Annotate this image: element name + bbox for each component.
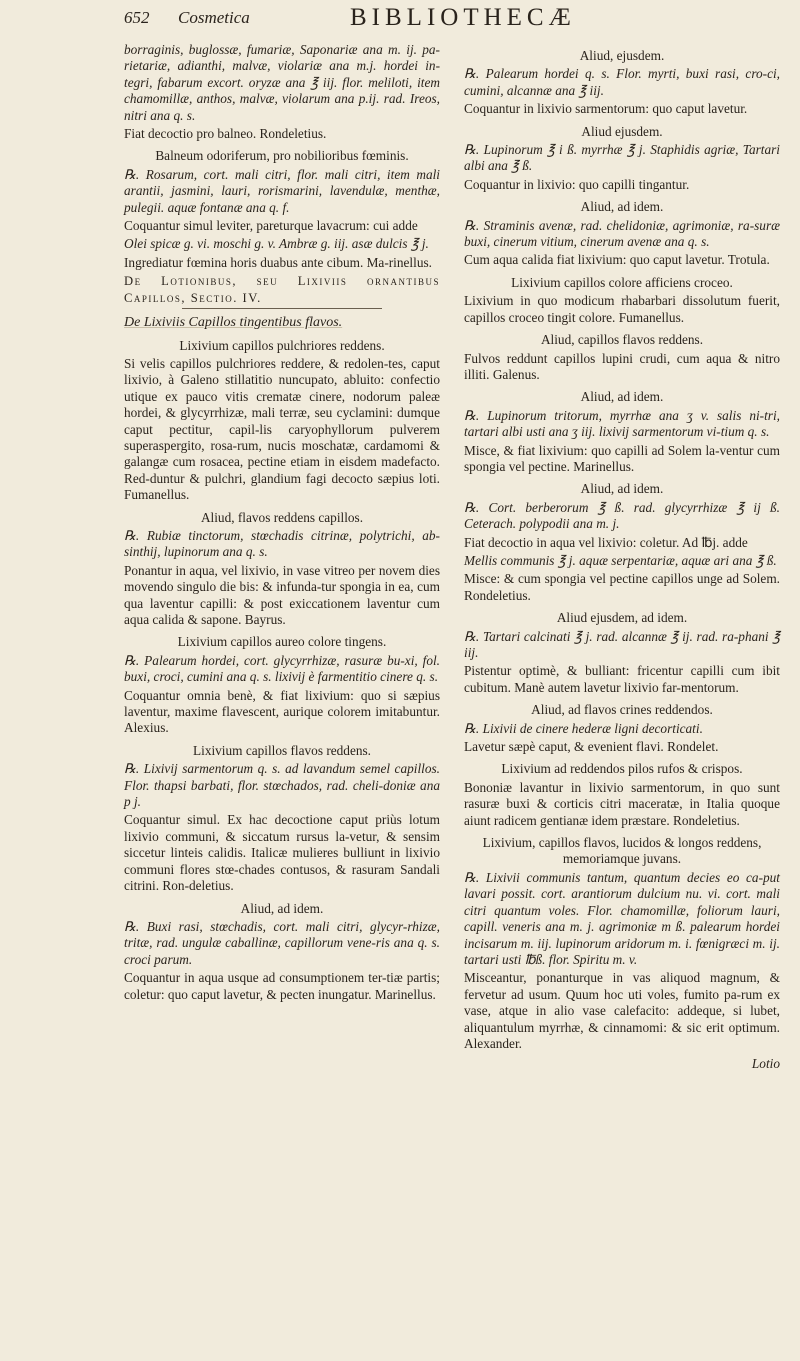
body-paragraph: Coquantur in lixivio sarmentorum: quo caput lavetur. bbox=[464, 101, 748, 117]
recipe-heading: Balneum odoriferum, pro nobilioribus fœminis. bbox=[155, 148, 409, 164]
running-title-right: BIBLIOTHECÆ bbox=[350, 4, 576, 31]
recipe-ingredients: ℞. Palearum hordei q. s. Flor. myrti, buxi rasi, cro-ci, cumini, alcannæ ana ℥ iij. bbox=[464, 66, 780, 98]
body-paragraph: Si velis capillos pulchriores reddere, & redolen-tes, caput lixivio, à Galeno stillatitio nuncupato, abluito: confectio utique ex pauco vitis crematæ cinere, nodorum paleæ hordei, & glycyrrhizæ, mali terræ, seu cyclamini: dumque caput pectitur, capil-lis caryophyllorum pulverem superaspergito, rosa-rum, nucis moschatæ, cardamomi & galangæ cum rosacea, pectine etiam in eisdem madefacto. Red-duntur & pulchri, glandium fagi decocto sæpius loti. Fumanellus. bbox=[124, 355, 440, 503]
recipe-heading: Lixivium capillos colore afficiens croceo. bbox=[511, 274, 733, 290]
recipe-heading: Aliud, ad idem. bbox=[580, 199, 664, 215]
running-header bbox=[124, 6, 780, 42]
recipe-heading: Lixivium, capillos flavos, lucidos & longos reddens, memoriamque juvans. bbox=[482, 835, 762, 867]
chapter-title: De Lixiviis Capillos tingentibus flavos. bbox=[124, 315, 343, 331]
body-paragraph: Coquantur in aqua usque ad consumptionem ter-tiæ partis; coletur: quo caput lavetur, & pecten inungatur. Marinellus. bbox=[124, 970, 440, 1002]
recipe-ingredients: Mellis communis ℥ j. aquæ serpentariæ, aquæ ari ana ℥ ß. bbox=[464, 552, 777, 568]
divider-rule bbox=[182, 308, 382, 309]
section-title: De Lotionibus, seu Lixiviis ornantibus Capillos, Sectio. IV. bbox=[124, 274, 440, 305]
recipe-heading: Lixivium capillos flavos reddens. bbox=[193, 742, 371, 758]
catchword: Lotio bbox=[751, 1056, 780, 1072]
recipe-heading: Aliud ejusdem. bbox=[581, 123, 663, 139]
recipe-heading: Lixivium capillos aureo colore tingens. bbox=[177, 634, 387, 650]
body-paragraph: Fulvos reddunt capillos lupini crudi, cum aqua & nitro illiti. Galenus. bbox=[464, 350, 780, 382]
recipe-heading: Aliud, capillos flavos reddens. bbox=[540, 332, 704, 348]
recipe-ingredients: ℞. Straminis avenæ, rad. chelidoniæ, agrimoniæ, ra-suræ buxi, cinerum vitium, cinerum avenæ ana q. s. bbox=[464, 217, 780, 250]
recipe-heading: Aliud, flavos reddens capillos. bbox=[200, 509, 364, 525]
body-paragraph: Cum aqua calida fiat lixivium: quo caput lavetur. Trotula. bbox=[464, 252, 770, 268]
body-paragraph: Coquantur simul. Ex hac decoctione caput priùs lotum lixivio communi, & siccatum rursus la-vetur, & sensim siccetur linteis calidis. Italicæ mulieres bulliunt in lixivio communi flores stœ-chades contusos, & rasuram Sandali citrini. Ron-deletius. bbox=[124, 812, 440, 894]
body-paragraph: Lixivium in quo modicum rhabarbari dissolutum fuerit, capillos croceo tingit colore. Fumanellus. bbox=[464, 293, 780, 325]
recipe-heading: Aliud, ad flavos crines reddendos. bbox=[531, 702, 713, 718]
body-paragraph: Misceantur, ponanturque in vas aliquod magnum, & fervetur ad usum. Quum hoc uti voles, fumito pa-rum ex vase, atque in alio vase calefacito: addeque, si lubet, aliquantulum myrrhæ, & cinnamomi: & sic erit optimum. Alexander. bbox=[464, 970, 780, 1051]
running-title-left: Cosmetica bbox=[178, 8, 250, 27]
recipe-ingredients: ℞. Lixivii communis tantum, quantum decies eo ca-put lavari possit. cort. arantiorum dulcium nu. vi. cort. mali citri quantum voles. Flor. chamomillæ, foliorum lauri, capill. veneris ana m. j. agrimoniæ m ß. palearum hordei incisarum m. iij. lupinorum aridorum m. i. fœnigræci m. ij. tartari usti ℔ß. flor. Spiritu m. v. bbox=[464, 869, 780, 967]
recipe-ingredients: Olei spicæ g. vi. moschi g. v. Ambræ g. iij. asæ dulcis ℥ j. bbox=[124, 236, 429, 252]
recipe-ingredients: ℞. Lixivii de cinere hederæ ligni decorticati. bbox=[464, 720, 703, 736]
body-paragraph: Misce, & fiat lixivium: quo capilli ad Solem la-ventur cum spongia vel pectine. Marinellus. bbox=[464, 442, 780, 474]
recipe-ingredients: ℞. Lixivij sarmentorum q. s. ad lavandum semel capillos. Flor. thapsi barbati, flor. stœchados, rad. cheli-doniæ ana p j. bbox=[124, 761, 440, 810]
body-paragraph: Bononiæ lavantur in lixivio sarmentorum, in quo sunt rasuræ buxi & corticis citri maceratæ, in Italia quoque aiunt radicem gentianæ idem præstare. Rondeletius. bbox=[464, 779, 780, 828]
recipe-ingredients: borraginis, buglossæ, fumariæ, Saponariæ ana m. ij. pa-rietariæ, adianthi, malvæ, violariæ ana m.j. hordei in-tegri, fabarum excort. oryzæ ana ℥ iij. flor. meliloti, item chamomillæ, anthos, malvæ, violarum ana p.ij. rad. Ireos, nitri ana q. s. bbox=[124, 42, 440, 123]
recipe-heading: Aliud, ejusdem. bbox=[579, 48, 665, 63]
body-paragraph: Ponantur in aqua, vel lixivio, in vase vitreo per novem dies movendo singulo die bis: & infunda-tur spongia in ea, cum qua laventur capilli: & post exiccationem laventur cum aqua calida & sapone. Bayrus. bbox=[124, 562, 440, 627]
recipe-heading: Aliud ejusdem, ad idem. bbox=[556, 610, 688, 626]
left-column bbox=[124, 42, 440, 1075]
body-paragraph: Misce: & cum spongia vel pectine capillos unge ad Solem. Rondeletius. bbox=[464, 571, 780, 603]
recipe-heading: Lixivium ad reddendos pilos rufos & crispos. bbox=[501, 761, 743, 777]
recipe-heading: Aliud, ad idem. bbox=[580, 389, 664, 405]
right-column bbox=[464, 42, 780, 1075]
recipe-ingredients: ℞. Lupinorum tritorum, myrrhæ ana ʒ v. salis ni-tri, tartari albi usti ana ʒ iij. lixivij sarmentorum vi-tium q. s. bbox=[464, 407, 780, 440]
body-paragraph: Fiat decoctio pro balneo. Rondeletius. bbox=[124, 126, 327, 142]
recipe-ingredients: ℞. Cort. berberorum ℥ ß. rad. glycyrrhizæ ℥ ij ß. Ceterach. polypodii ana m. j. bbox=[464, 499, 780, 532]
recipe-ingredients: ℞. Tartari calcinati ℥ j. rad. alcannæ ℥ ij. rad. ra-phani ℥ iij. bbox=[464, 628, 780, 660]
recipe-heading: Aliud, ad idem. bbox=[240, 900, 324, 916]
recipe-ingredients: ℞. Buxi rasi, stœchadis, cort. mali citri, glycyr-rhizæ, tritæ, rad. ungulæ caballinæ, capillorum vene-ris ana q. s. croci parum. bbox=[124, 918, 440, 967]
recipe-heading: Aliud, ad idem. bbox=[580, 481, 664, 497]
page-number: 652 bbox=[124, 8, 150, 27]
recipe-ingredients: ℞. Palearum hordei, cort. glycyrrhizæ, rasuræ bu-xi, fol. buxi, croci, cumini ana q. s. lixivij è farmentitio cinere q. s. bbox=[124, 652, 440, 685]
body-paragraph: Ingrediatur fœmina horis duabus ante cibum. Ma-rinellus. bbox=[124, 254, 432, 270]
body-paragraph: Pistentur optimè, & bulliant: fricentur capilli cum ibit cubitum. Manè autem lavetur lixivio far-mentorum. bbox=[464, 663, 780, 695]
recipe-ingredients: ℞. Rubiæ tinctorum, stœchadis citrinæ, polytrichi, ab-sinthij, lupinorum ana q. s. bbox=[124, 527, 440, 560]
body-paragraph: Fiat decoctio in aqua vel lixivio: coletur. Ad ℔j. adde bbox=[464, 534, 748, 550]
recipe-heading: Lixivium capillos pulchriores reddens. bbox=[179, 337, 385, 353]
body-paragraph: Coquantur in lixivio: quo capilli tingantur. bbox=[464, 176, 690, 192]
body-paragraph: Coquantur omnia benè, & fiat lixivium: quo si sæpius laventur, maxime flavescent, aurique colorem imitabuntur. Alexius. bbox=[124, 687, 440, 736]
body-paragraph: Lavetur sæpè caput, & evenient flavi. Rondelet. bbox=[464, 739, 719, 755]
recipe-ingredients: ℞. Lupinorum ℥ i ß. myrrhæ ℥ j. Staphidis agriæ, Tartari albi ana ℥ ß. bbox=[464, 142, 780, 174]
recipe-ingredients: ℞. Rosarum, cort. mali citri, flor. mali citri, item mali arantii, jasmini, lauri, rorismarini, lavendulæ, menthæ, pulegii. aquæ fontanæ ana q. f. bbox=[124, 166, 440, 215]
body-paragraph: Coquantur simul leviter, pareturque lavacrum: cui adde bbox=[124, 218, 418, 234]
text-columns bbox=[124, 42, 780, 1075]
